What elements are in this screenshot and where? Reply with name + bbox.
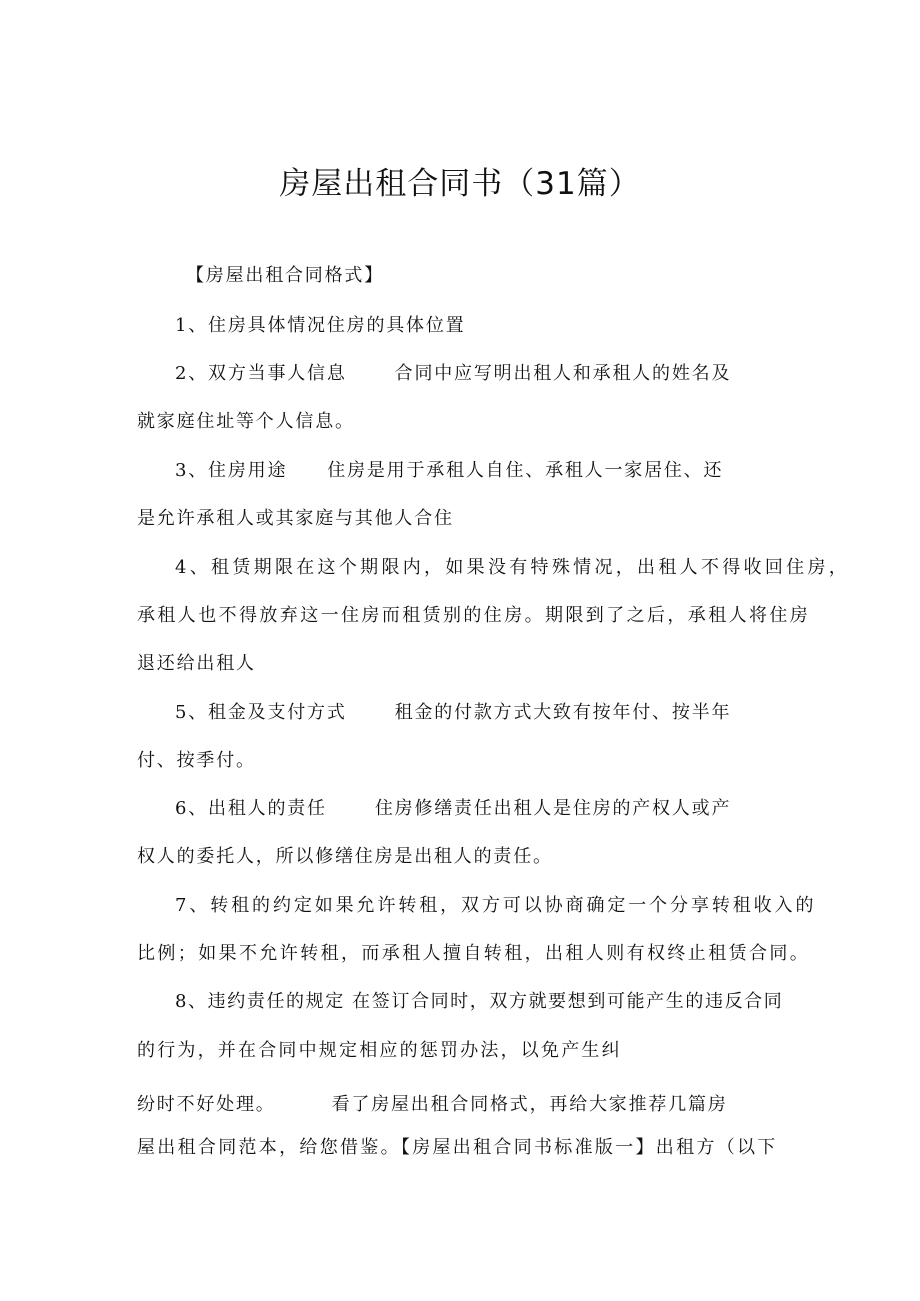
item-text: 住房修缮责任出租人是住房的产权人或产 [374, 798, 732, 819]
section-heading: 【房屋出租合同格式】 [186, 265, 384, 286]
paragraph-line: 1、住房具体情况住房的具体位置 [175, 315, 466, 336]
paragraph-line: 权人的委托人，所以修缮住房是出租人的责任。 [137, 846, 553, 867]
item-text: 看了房屋出租合同格式，再给大家推荐几篇房 [331, 1094, 728, 1115]
paragraph-line [175, 701, 731, 725]
paragraph-line: 是允许承租人或其家庭与其他人合住 [137, 508, 454, 529]
item-text: 纷时不好处理。 [137, 1094, 276, 1115]
paragraph-line [175, 362, 731, 386]
paragraph-line [175, 459, 723, 483]
paragraph-line [175, 797, 731, 821]
item-heading: 5、租金及支付方式 [175, 702, 347, 723]
paragraph-line: 4、租赁期限在这个期限内，如果没有特殊情况，出租人不得收回住房， [175, 557, 851, 578]
item-heading: 3、住房用途 [175, 460, 288, 481]
paragraph-line: 的行为，并在合同中规定相应的惩罚办法，以免产生纠 [137, 1040, 622, 1061]
document-title: 房屋出租合同书（31篇） [279, 166, 641, 202]
paragraph-line: 8、违约责任的规定 在签订合同时，双方就要想到可能产生的违反合同 [175, 991, 784, 1012]
paragraph-line: 屋出租合同范本，给您借鉴。【房屋出租合同书标准版一】出租方（以下 [137, 1137, 778, 1158]
item-text: 合同中应写明出租人和承租人的姓名及 [394, 363, 732, 384]
paragraph-line: 就家庭住址等个人信息。 [137, 411, 355, 432]
paragraph-line: 承租人也不得放弃这一住房而租赁别的住房。期限到了之后，承租人将住房 [137, 605, 811, 626]
paragraph-line: 付、按季付。 [137, 750, 256, 771]
item-text: 租金的付款方式大致有按年付、按半年 [394, 702, 732, 723]
paragraph-line: 比例；如果不允许转租，而承租人擅自转租，出租人则有权终止租赁合同。 [137, 943, 811, 964]
paragraph-line: 退还给出租人 [137, 653, 256, 674]
paragraph-line: 7、转租的约定如果允许转租，双方可以协商确定一个分享转租收入的 [175, 895, 817, 916]
item-text: 住房是用于承租人自住、承租人一家居住、还 [327, 460, 724, 481]
paragraph-line [137, 1093, 728, 1117]
item-heading: 2、双方当事人信息 [175, 363, 347, 384]
item-heading: 6、出租人的责任 [175, 798, 327, 819]
